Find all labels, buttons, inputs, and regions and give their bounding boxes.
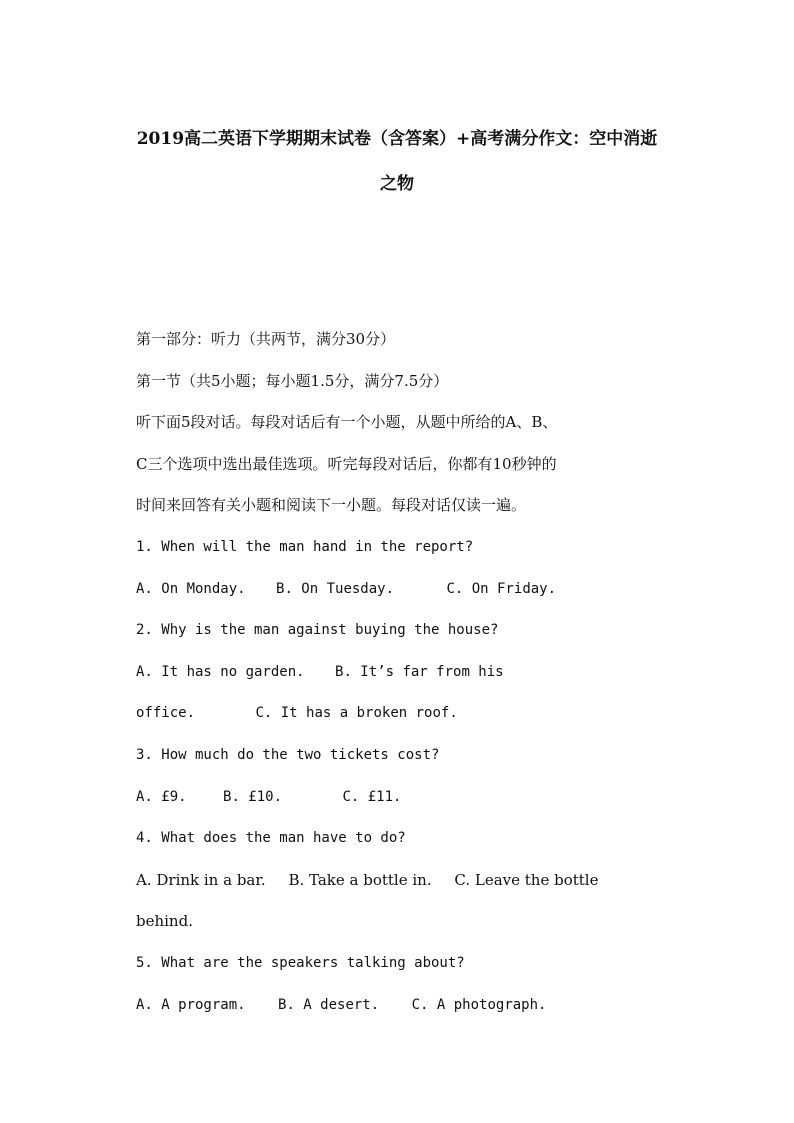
question-2-options [136,661,676,683]
question-4-option-a: A. Drink in a bar. [136,871,266,889]
question-2-option-a: A. It has no garden. [136,664,305,680]
question-5-option-b: B. A desert. [278,997,380,1013]
question-2-option-b-continued: office. [136,705,196,721]
question-4-option-c: C. Leave the bottle [454,871,599,889]
question-5-options [136,994,676,1016]
question-3-option-c: C. £11. [342,789,402,805]
document-title-line-1: 2019高二英语下学期期末试卷（含答案）+高考满分作文：空中消逝 [136,129,658,149]
question-1-text: 1. When will the man hand in the report? [136,539,474,555]
question-3-option-b: B. £10. [223,789,283,805]
document-title-line-2: 之物 [380,174,414,194]
question-2-option-b: B. It’s far from his [335,664,504,680]
question-4-options [136,869,676,891]
question-3-options [136,786,676,808]
question-5-option-a: A. A program. [136,997,246,1013]
question-1-options [136,578,676,600]
instruction-line-3: 时间来回答有关小题和阅读下一小题。每段对话仅读一遍。 [136,496,527,514]
question-4-option-b: B. Take a bottle in. [288,871,432,889]
question-1-option-b: B. On Tuesday. [276,581,395,597]
question-5-text: 5. What are the speakers talking about? [136,955,465,971]
question-2-option-c: C. It has a broken roof. [255,705,458,721]
section-heading: 第一节（共5小题；每小题1.5分，满分7.5分） [136,372,449,390]
instruction-line-1: 听下面5段对话。每段对话后有一个小题，从题中所给的A、B、 [136,413,558,431]
question-4-option-c-continued: behind. [136,912,193,930]
question-2-options-continued [136,702,676,724]
instruction-line-2: C三个选项中选出最佳选项。听完每段对话后，你都有10秒钟的 [136,455,557,473]
question-1-option-c: C. On Friday. [446,581,557,597]
question-4-options-continued [136,910,676,932]
part-heading: 第一部分：听力（共两节，满分30分） [136,330,396,348]
question-3-option-a: A. £9. [136,789,187,805]
question-1-option-a: A. On Monday. [136,581,246,597]
question-4-text: 4. What does the man have to do? [136,830,406,846]
question-5-option-c: C. A photograph. [411,997,547,1013]
question-3-text: 3. How much do the two tickets cost? [136,747,440,763]
question-2-text: 2. Why is the man against buying the house? [136,622,499,638]
